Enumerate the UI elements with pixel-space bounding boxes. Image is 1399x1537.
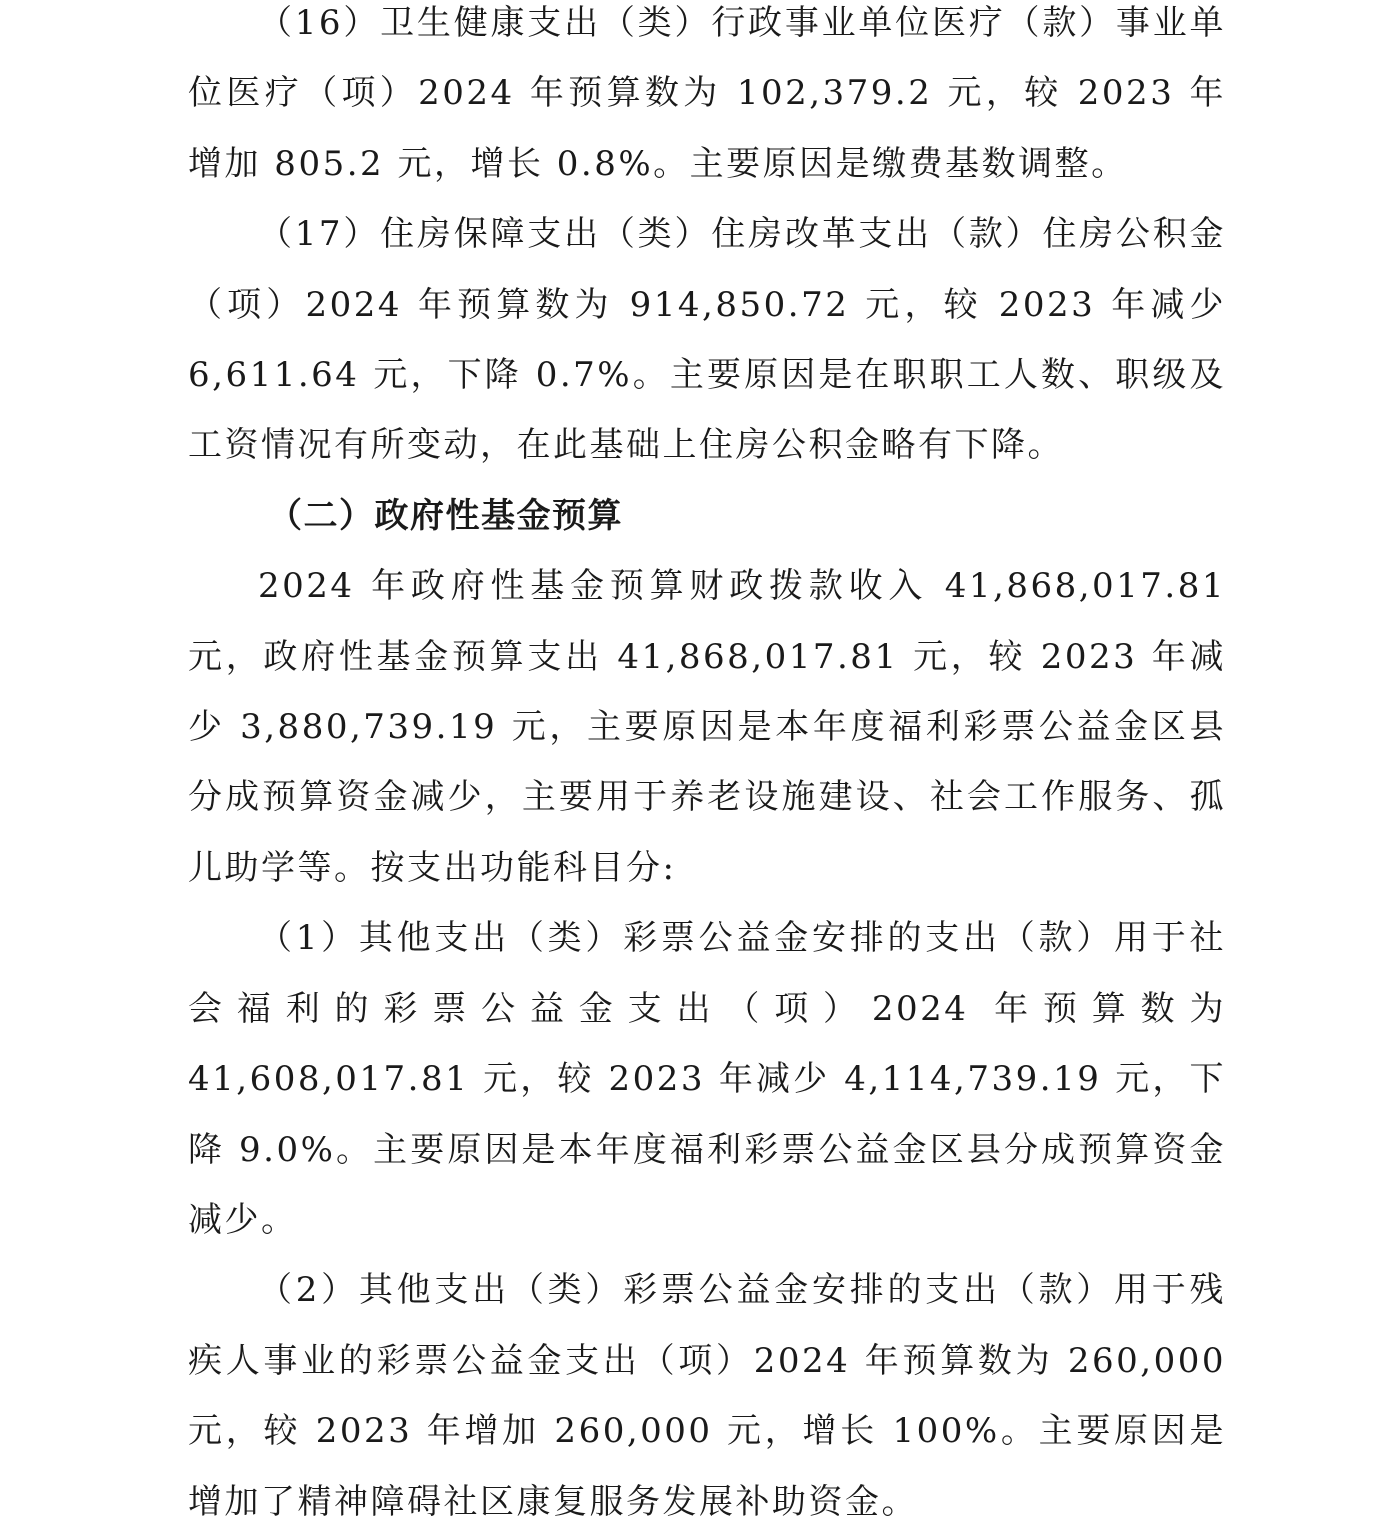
paragraph-disability-lottery: （2）其他支出（类）彩票公益金安排的支出（款）用于残疾人事业的彩票公益金支出（项）2024 年预算数为 260,000 元，较 2023 年增加 260,000 元，增长 100%。主要原因是增加了精神障碍社区康复服务发展补助资金。: [188, 1270, 1226, 1522]
paragraph-housing-expenditure: （17）住房保障支出（类）住房改革支出（款）住房公积金（项）2024 年预算数为 914,850.72 元，较 2023 年减少 6,611.64 元，下降 0.7%。主要原因是在职职工人数、职级及工资情况有所变动，在此基础上住房公积金略有下降。: [188, 214, 1226, 466]
paragraph-social-welfare-lottery: （1）其他支出（类）彩票公益金安排的支出（款）用于社会福利的彩票公益金支出（项）2024 年预算数为 41,608,017.81 元，较 2023 年减少 4,114,739.19 元，下降 9.0%。主要原因是本年度福利彩票公益金区县分成预算资金减少。: [188, 918, 1226, 1240]
document-page: [188, 0, 1226, 1537]
paragraph-government-fund-summary: 2024 年政府性基金预算财政拨款收入 41,868,017.81 元，政府性基金预算支出 41,868,017.81 元，较 2023 年减少 3,880,739.19 元，主要原因是本年度福利彩票公益金区县分成预算资金减少，主要用于养老设施建设、社会工作服务、孤儿助学等。按支出功能科目分:: [188, 566, 1226, 888]
section-heading-government-fund-budget: （二）政府性基金预算: [268, 495, 623, 536]
paragraph-health-expenditure: （16）卫生健康支出（类）行政事业单位医疗（款）事业单位医疗（项）2024 年预算数为 102,379.2 元，较 2023 年增加 805.2 元，增长 0.8%。主要原因是缴费基数调整。: [188, 3, 1226, 184]
